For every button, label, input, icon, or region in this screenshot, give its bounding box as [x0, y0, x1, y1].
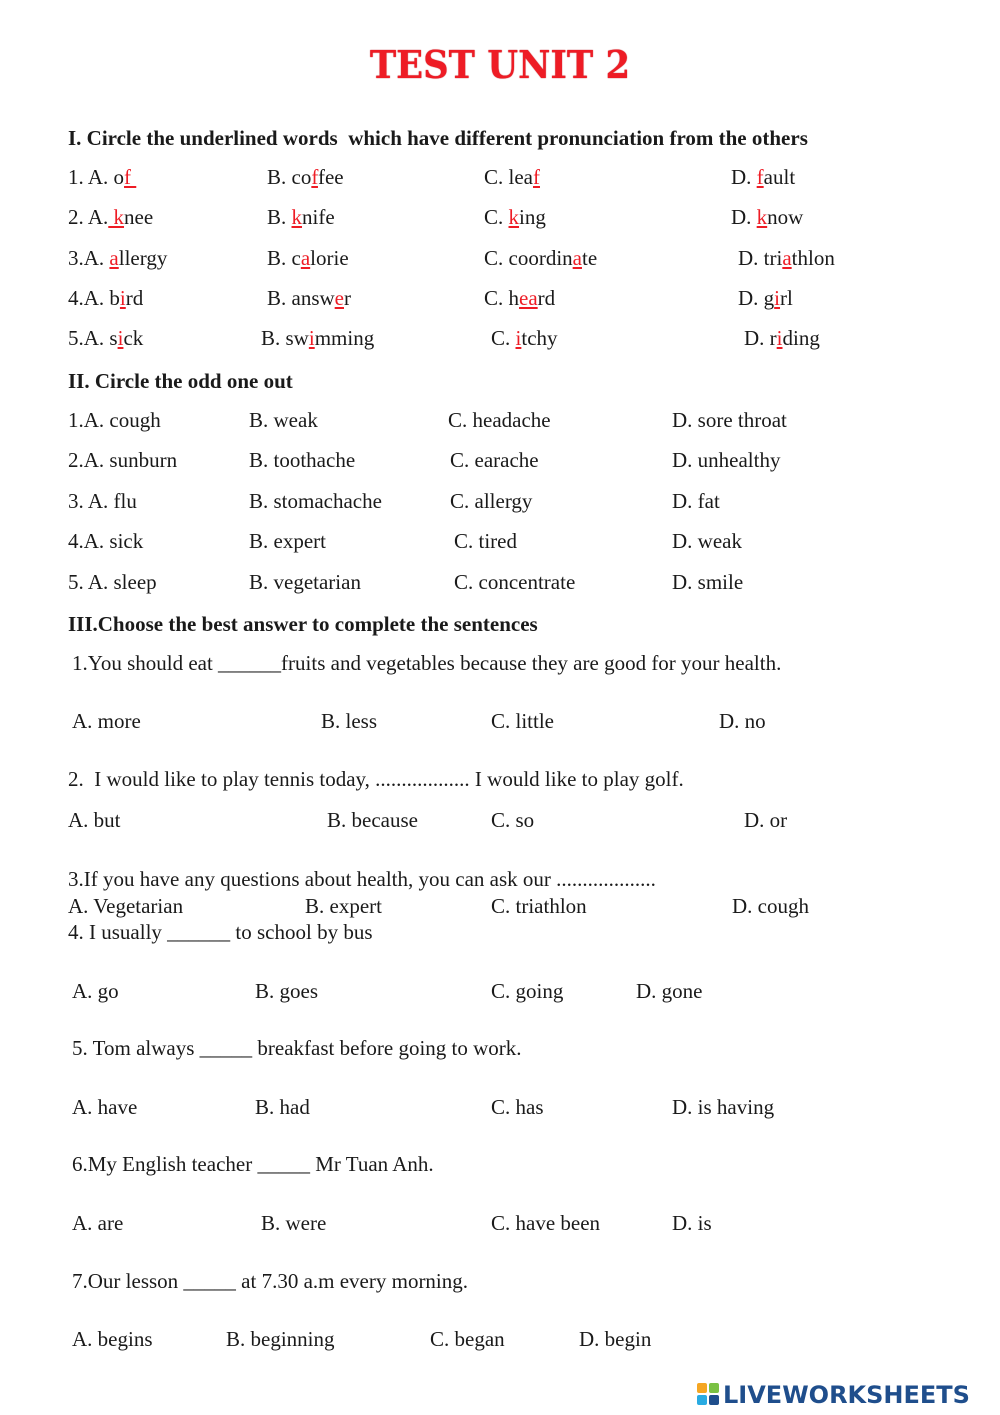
option-text: r: [344, 286, 351, 310]
option-text: rl: [780, 286, 793, 310]
s3-q2-option-d[interactable]: D. or: [744, 808, 788, 832]
underlined-sound: a: [572, 246, 582, 270]
underlined-sound: k: [756, 205, 768, 229]
s1-q1-option-a[interactable]: [68, 167, 136, 188]
section-1-heading: I. Circle the underlined words which have different pronunciation from the others: [68, 126, 808, 150]
option-text: lorie: [310, 246, 349, 270]
option-text: te: [581, 246, 598, 270]
option-text: B.: [267, 205, 292, 229]
option-text: B. answ: [267, 286, 335, 310]
s3-q6-option-d[interactable]: D. is: [672, 1211, 712, 1235]
s2-q4-option-b[interactable]: B. expert: [249, 529, 326, 553]
s3-q4-option-b[interactable]: B. goes: [255, 979, 318, 1003]
s3-question-1: 1.You should eat ______fruits and vegetables because they are good for your health.: [72, 651, 782, 675]
option-text: 5.A. s: [68, 326, 118, 350]
option-text: ing: [519, 205, 546, 229]
s3-question-3: 3.If you have any questions about health, you can ask our ...................: [68, 867, 656, 891]
s2-q2-option-a[interactable]: 2.A. sunburn: [68, 448, 178, 472]
s3-q2-option-c[interactable]: C. so: [491, 808, 535, 832]
option-text: 2. A.: [68, 205, 109, 229]
s1-q5-option-b[interactable]: [261, 328, 374, 349]
option-text: ck: [123, 326, 144, 350]
s2-q1-option-d[interactable]: D. sore throat: [672, 408, 787, 432]
s1-q2-option-a[interactable]: [68, 207, 153, 228]
s1-q3-option-c[interactable]: [484, 248, 597, 269]
s3-q4-option-a[interactable]: A. go: [72, 979, 119, 1003]
underlined-sound: k: [108, 205, 125, 229]
option-text: D.: [731, 205, 757, 229]
s1-q1-option-d[interactable]: [731, 167, 795, 188]
option-text: nee: [124, 205, 154, 229]
underlined-sound: a: [109, 246, 119, 270]
option-text: C.: [491, 326, 516, 350]
option-text: C. h: [484, 286, 520, 310]
option-text: D. g: [738, 286, 775, 310]
s2-q5-option-c[interactable]: C. concentrate: [454, 570, 576, 594]
option-text: now: [767, 205, 804, 229]
option-text: B. sw: [261, 326, 309, 350]
s3-q1-option-d[interactable]: D. no: [719, 709, 766, 733]
option-text: fee: [317, 165, 344, 189]
s3-q1-option-b[interactable]: B. less: [321, 709, 378, 733]
s2-q2-option-c[interactable]: C. earache: [450, 448, 539, 472]
s3-q2-option-a[interactable]: A. but: [68, 808, 121, 832]
s3-q4-option-d[interactable]: D. gone: [636, 979, 703, 1003]
section-3-heading: III.Choose the best answer to complete the sentences: [68, 612, 538, 636]
liveworksheets-logo: [697, 1375, 970, 1415]
s1-q3-option-b[interactable]: [267, 248, 349, 269]
option-text: D. r: [744, 326, 777, 350]
s3-q2-option-b[interactable]: B. because: [327, 808, 418, 832]
s3-q5-option-d[interactable]: D. is having: [672, 1095, 775, 1119]
s2-q4-option-a[interactable]: 4.A. sick: [68, 529, 144, 553]
s2-q1-option-a[interactable]: 1.A. cough: [68, 408, 161, 432]
s3-q3-option-a[interactable]: A. Vegetarian: [68, 894, 184, 918]
s3-question-2: 2. I would like to play tennis today, .................. I would like to play golf.: [68, 767, 684, 791]
option-text: llergy: [118, 246, 168, 270]
s2-q5-option-b[interactable]: B. vegetarian: [249, 570, 361, 594]
s1-q2-option-d[interactable]: [731, 207, 803, 228]
underlined-sound: f: [124, 165, 137, 189]
option-text: C. coordin: [484, 246, 573, 270]
s2-q5-option-d[interactable]: D. smile: [672, 570, 744, 594]
option-text: ding: [782, 326, 820, 350]
page-title: TEST UNIT 2: [369, 42, 631, 87]
underlined-sound: ea: [519, 286, 538, 310]
s2-q5-option-a[interactable]: 5. A. sleep: [68, 570, 157, 594]
s2-q3-option-d[interactable]: D. fat: [672, 489, 720, 513]
underlined-sound: a: [300, 246, 311, 270]
option-text: 1. A. o: [68, 165, 125, 189]
underlined-sound: f: [756, 165, 764, 189]
s3-question-6: 6.My English teacher _____ Mr Tuan Anh.: [72, 1152, 434, 1176]
s2-q1-option-b[interactable]: B. weak: [249, 408, 318, 432]
option-text: rd: [537, 286, 556, 310]
s3-q1-option-a[interactable]: A. more: [72, 709, 141, 733]
s1-q5-option-d[interactable]: [744, 328, 820, 349]
option-text: thlon: [791, 246, 835, 270]
option-text: tchy: [521, 326, 558, 350]
option-text: rd: [125, 286, 144, 310]
s3-q6-option-b[interactable]: B. were: [261, 1211, 327, 1235]
option-text: 3.A.: [68, 246, 110, 270]
s1-q4-option-c[interactable]: [484, 288, 555, 309]
underlined-sound: k: [291, 205, 303, 229]
s2-q3-option-c[interactable]: C. allergy: [450, 489, 533, 513]
s3-question-4: 4. I usually ______ to school by bus: [68, 920, 373, 944]
underlined-sound: i: [117, 326, 124, 350]
option-text: B. c: [267, 246, 301, 270]
s3-q1-option-c[interactable]: C. little: [491, 709, 554, 733]
s2-q1-option-c[interactable]: C. headache: [448, 408, 551, 432]
s3-q7-option-b[interactable]: B. beginning: [226, 1327, 335, 1351]
s3-q4-option-c[interactable]: C. going: [491, 979, 564, 1003]
option-text: C. lea: [484, 165, 533, 189]
liveworksheets-logo-text: LIVEWORKSHEETS: [723, 1381, 970, 1409]
underlined-sound: a: [782, 246, 792, 270]
s3-question-5: 5. Tom always _____ breakfast before going to work.: [72, 1036, 522, 1060]
s2-q2-option-d[interactable]: D. unhealthy: [672, 448, 781, 472]
s3-question-7: 7.Our lesson _____ at 7.30 a.m every morning.: [72, 1269, 469, 1293]
s2-q3-option-a[interactable]: 3. A. flu: [68, 489, 137, 513]
underlined-sound: i: [119, 286, 126, 310]
liveworksheets-logo-icon: [697, 1383, 721, 1407]
option-text: B. co: [267, 165, 312, 189]
s1-q4-option-d[interactable]: [738, 288, 793, 309]
s1-q4-option-a[interactable]: [68, 288, 143, 309]
underlined-sound: f: [532, 165, 540, 189]
s3-q5-option-b[interactable]: B. had: [255, 1095, 310, 1119]
s2-q4-option-d[interactable]: D. weak: [672, 529, 742, 553]
s1-q1-option-b[interactable]: [267, 167, 344, 188]
s2-q2-option-b[interactable]: B. toothache: [249, 448, 356, 472]
underlined-sound: k: [508, 205, 520, 229]
s3-q5-option-a[interactable]: A. have: [72, 1095, 138, 1119]
s3-q3-option-d[interactable]: D. cough: [732, 894, 809, 918]
s1-q2-option-c[interactable]: [484, 207, 546, 228]
s1-q3-option-a[interactable]: [68, 248, 167, 269]
underlined-sound: e: [334, 286, 344, 310]
option-text: ault: [763, 165, 796, 189]
s2-q4-option-c[interactable]: C. tired: [454, 529, 517, 553]
s3-q7-option-c[interactable]: C. began: [430, 1327, 505, 1351]
option-text: D.: [731, 165, 757, 189]
option-text: C.: [484, 205, 509, 229]
underlined-sound: f: [311, 165, 318, 189]
s3-q7-option-d[interactable]: D. begin: [579, 1327, 652, 1351]
underlined-sound: i: [515, 326, 522, 350]
s3-q6-option-a[interactable]: A. are: [72, 1211, 124, 1235]
underlined-sound: i: [776, 326, 783, 350]
underlined-sound: i: [308, 326, 315, 350]
s1-q3-option-d[interactable]: [738, 248, 835, 269]
s3-q6-option-c[interactable]: C. have been: [491, 1211, 601, 1235]
s1-q5-option-a[interactable]: [68, 328, 143, 349]
s1-q5-option-c[interactable]: [491, 328, 558, 349]
option-text: nife: [302, 205, 335, 229]
option-text: D. tri: [738, 246, 783, 270]
s2-q3-option-b[interactable]: B. stomachache: [249, 489, 382, 513]
s3-q3-option-c[interactable]: C. triathlon: [491, 894, 587, 918]
s3-q5-option-c[interactable]: C. has: [491, 1095, 544, 1119]
s3-q7-option-a[interactable]: A. begins: [72, 1327, 153, 1351]
underlined-sound: i: [774, 286, 781, 310]
option-text: mming: [314, 326, 375, 350]
section-2-heading: II. Circle the odd one out: [68, 369, 293, 393]
s1-q4-option-b[interactable]: [267, 288, 351, 309]
s3-q3-option-b[interactable]: B. expert: [305, 894, 382, 918]
s1-q2-option-b[interactable]: [267, 207, 335, 228]
s1-q1-option-c[interactable]: [484, 167, 540, 188]
option-text: 4.A. b: [68, 286, 120, 310]
